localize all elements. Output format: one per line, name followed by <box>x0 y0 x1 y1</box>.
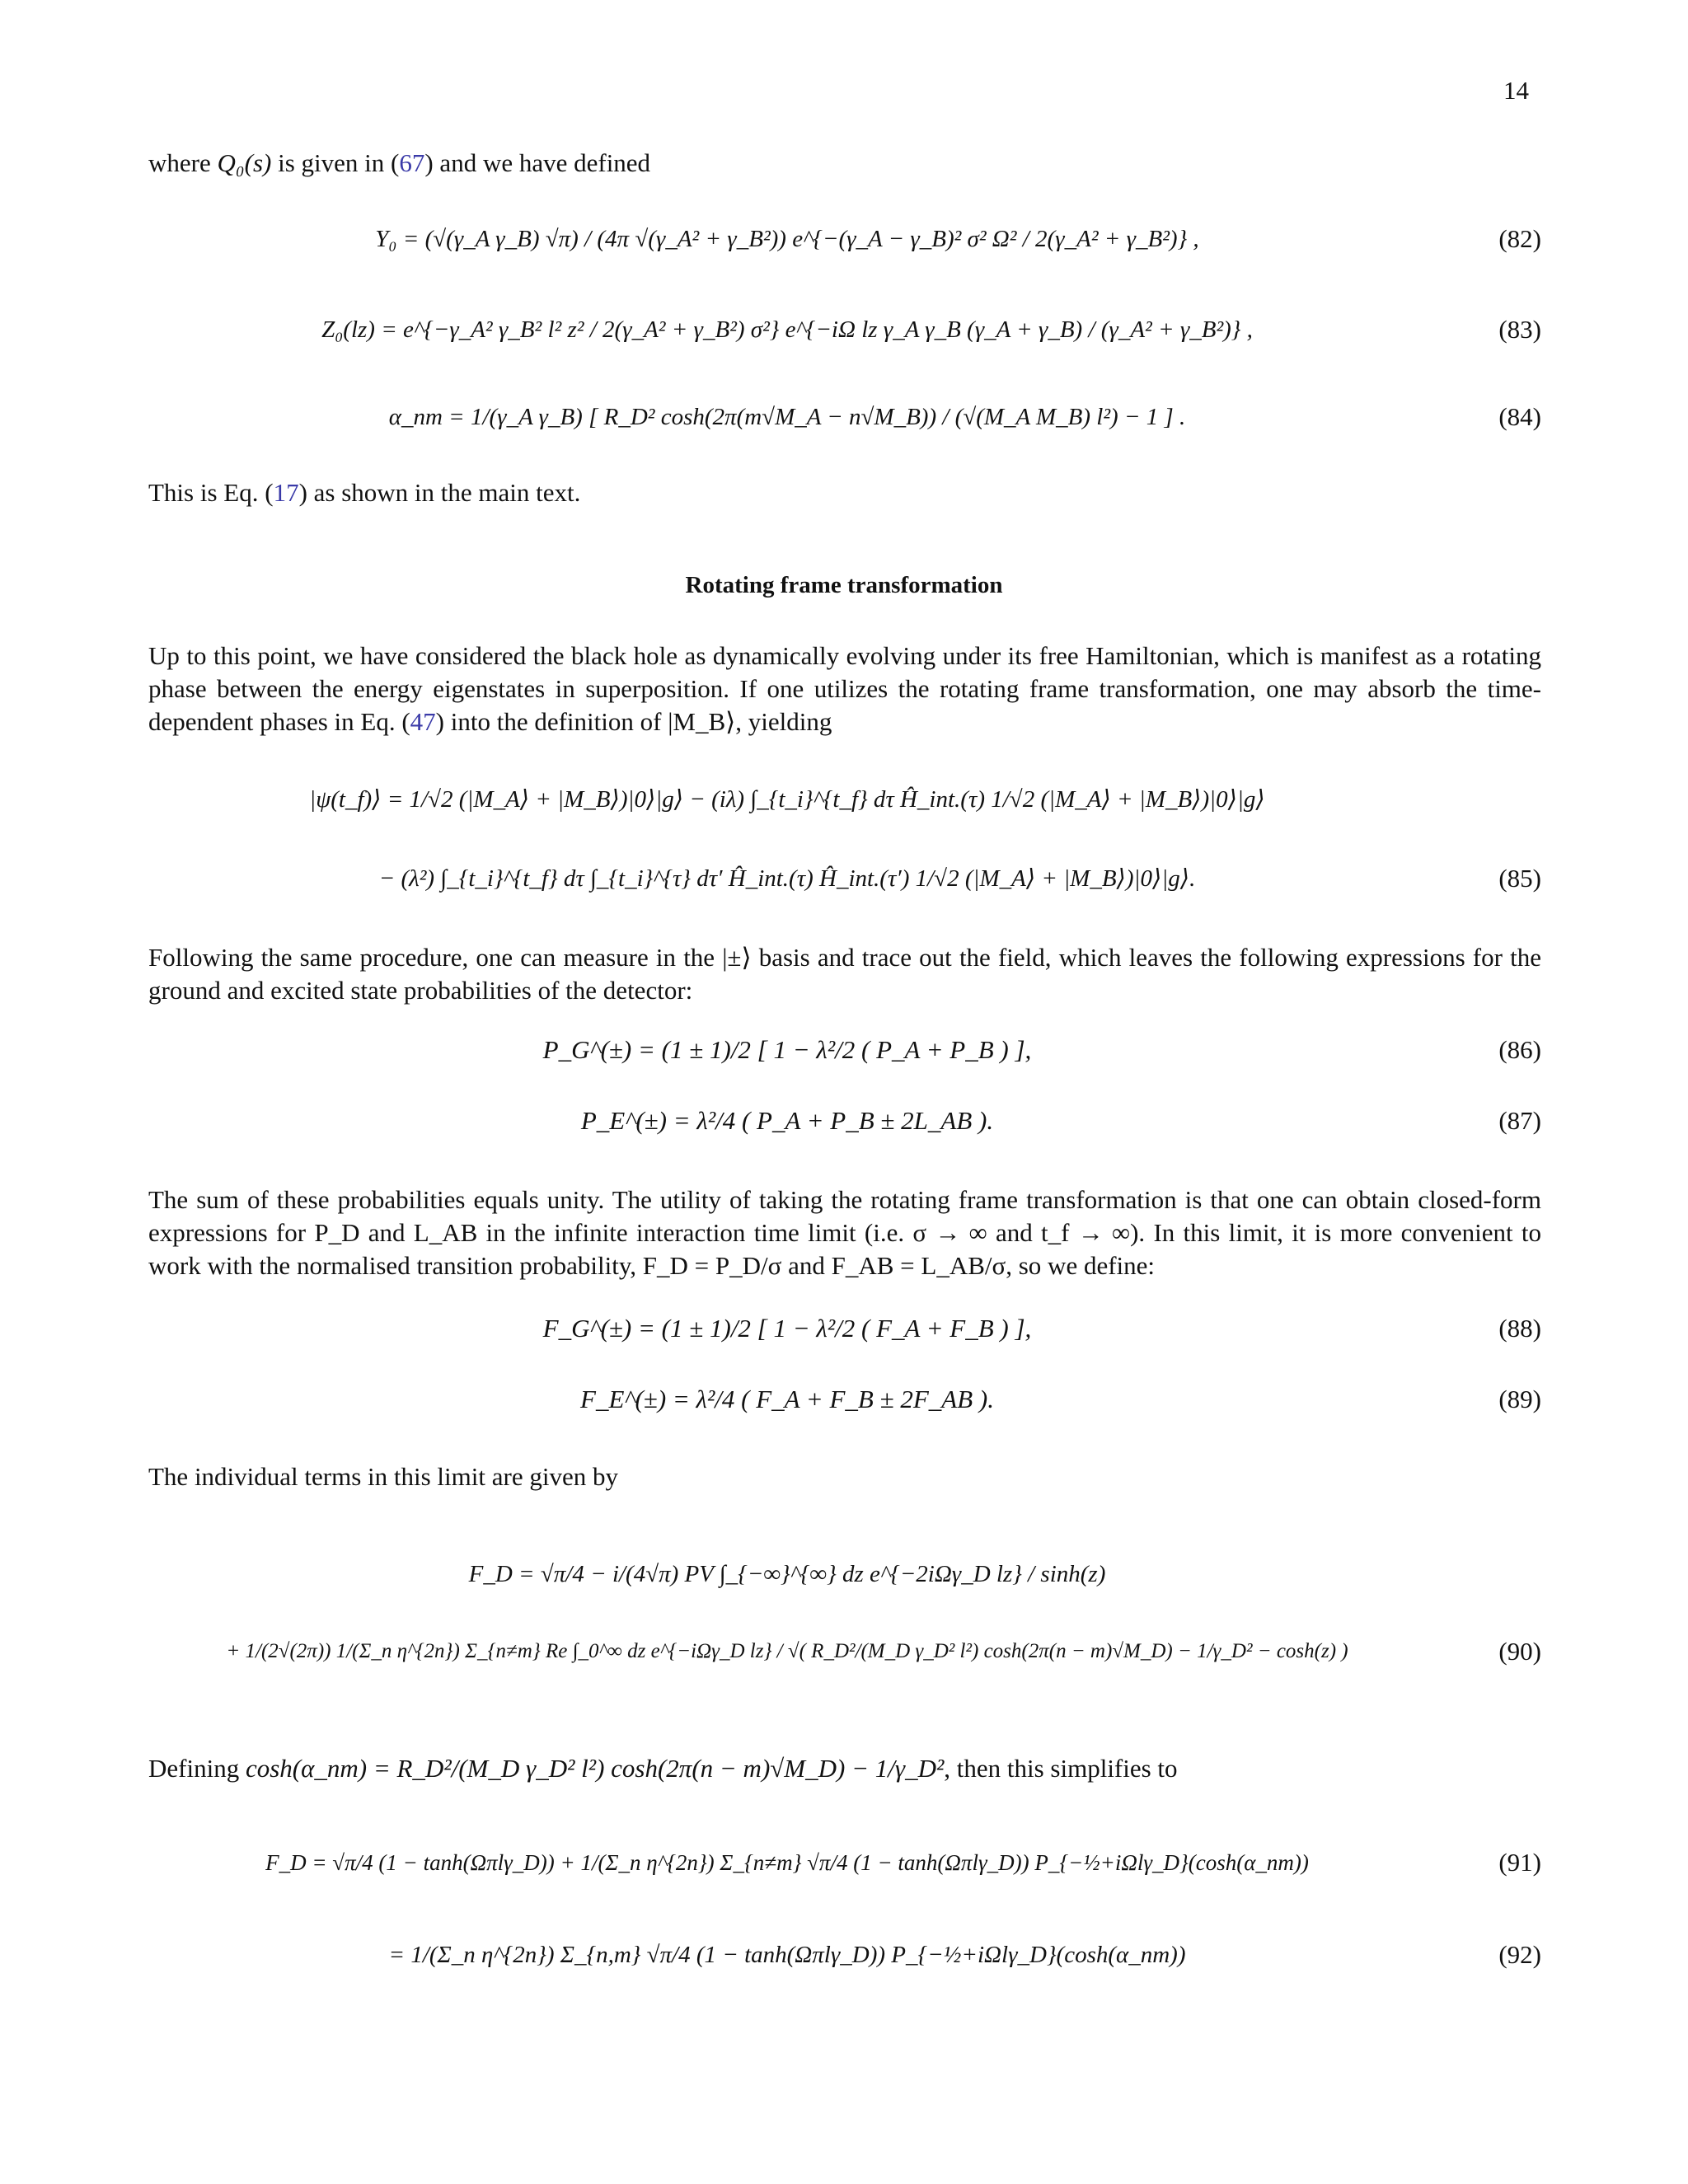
equation-90-line-1 <box>148 1556 1541 1592</box>
defining-math: cosh(α_nm) = R_D²/(M_D γ_D² l²) cosh(2π(n − m)√M_D) − 1/γ_D² <box>245 1754 945 1783</box>
equation-85-line-1 <box>148 781 1541 818</box>
rotating-after: ) into the definition of |M_B⟩, yielding <box>435 707 832 736</box>
intro-paragraph <box>148 147 1541 180</box>
equation-82 <box>148 221 1541 257</box>
equation-83 <box>148 312 1541 348</box>
intro-math: Q₀(s) <box>217 148 272 177</box>
equation-92 <box>148 1937 1541 1973</box>
equation-91-number: (91) <box>1498 1848 1541 1877</box>
equation-86-body: P_G^(±) = (1 ± 1)/2 [ 1 − λ²/2 ( P_A + P_B ) ], <box>542 1035 1032 1064</box>
equation-83-number: (83) <box>1498 315 1541 344</box>
ref-67-link[interactable]: 67 <box>399 148 425 177</box>
defining-before: Defining <box>148 1754 246 1783</box>
eq17-sentence <box>148 476 1541 509</box>
rotating-paragraph <box>148 640 1541 738</box>
equation-84-body: α_nm = 1/(γ_A γ_B) [ R_D² cosh(2π(m√M_A − n√M_B)) / (√(M_A M_B) l²) − 1 ] . <box>388 404 1186 430</box>
intro-mid: is given in ( <box>271 148 400 177</box>
equation-83-body: Z₀(lz) = e^{−γ_A² γ_B² l² z² / 2(γ_A² + γ_B²) σ²} e^{−iΩ lz γ_A γ_B (γ_A + γ_B) / (γ_A² + γ_B²)} , <box>321 316 1253 343</box>
equation-90-number: (90) <box>1498 1637 1541 1666</box>
defining-after: , then this simplifies to <box>944 1754 1178 1783</box>
equation-91-body: F_D = √π/4 (1 − tanh(Ωπlγ_D)) + 1/(Σ_n η^{2n}) Σ_{n≠m} √π/4 (1 − tanh(Ωπlγ_D)) P_{−½+iΩlγ_D}(cosh(α_nm)) <box>265 1850 1309 1875</box>
equation-88 <box>148 1310 1541 1347</box>
intro-before: where <box>148 148 218 177</box>
equation-89 <box>148 1381 1541 1418</box>
equation-89-number: (89) <box>1498 1385 1541 1413</box>
equation-87-number: (87) <box>1498 1106 1541 1135</box>
equation-82-body: Y₀ = (√(γ_A γ_B) √π) / (4π √(γ_A² + γ_B²)) e^{−(γ_A − γ_B)² σ² Ω² / 2(γ_A² + γ_B²)} , <box>375 226 1199 252</box>
equation-84-number: (84) <box>1498 402 1541 431</box>
section-heading: Rotating frame transformation <box>685 572 1003 598</box>
equation-92-body: = 1/(Σ_n η^{2n}) Σ_{n,m} √π/4 (1 − tanh(Ωπlγ_D)) P_{−½+iΩlγ_D}(cosh(α_nm)) <box>388 1942 1186 1968</box>
equation-91 <box>148 1844 1541 1881</box>
equation-86-number: (86) <box>1498 1035 1541 1064</box>
equation-88-number: (88) <box>1498 1314 1541 1343</box>
equation-85-number: (85) <box>1498 864 1541 893</box>
eq17-after: ) as shown in the main text. <box>298 478 581 507</box>
equation-89-body: F_E^(±) = λ²/4 ( F_A + F_B ± 2F_AB ). <box>580 1385 994 1413</box>
page-number: 14 <box>1503 76 1529 105</box>
equation-87-body: P_E^(±) = λ²/4 ( P_A + P_B ± 2L_AB ). <box>580 1106 994 1135</box>
ref-47-link[interactable]: 47 <box>410 707 436 736</box>
equation-87 <box>148 1103 1541 1139</box>
intro-after: ) and we have defined <box>424 148 651 177</box>
sum-paragraph: The sum of these probabilities equals unity. The utility of taking the rotating frame transformation is that one can obtain closed-form expressions for P_D and L_AB in the infinite interaction time limit (i.e. σ → ∞ and t_f → ∞). In this limit, it is more convenient to work with the normalised transition probability, F_D = P_D/σ and F_AB = L_AB/σ, so we define: <box>148 1185 1541 1280</box>
equation-85-body-2: − (λ²) ∫_{t_i}^{t_f} dτ ∫_{t_i}^{τ} dτ′ Ĥ_int.(τ) Ĥ_int.(τ′) 1/√2 (|M_A⟩ + |M_B⟩)|0⟩|g⟩. <box>378 865 1196 892</box>
following-paragraph: Following the same procedure, one can measure in the |±⟩ basis and trace out the field, which leaves the following expressions for the ground and excited state probabilities of the detector: <box>148 943 1541 1005</box>
equation-90-body-2: + 1/(2√(2π)) 1/(Σ_n η^{2n}) Σ_{n≠m} Re ∫_0^∞ dz e^{−iΩγ_D lz} / √( R_D²/(M_D γ_D² l²) cosh(2π(n − m)√M_D) − 1/γ_D² − cosh(z) ) <box>226 1640 1348 1662</box>
terms-paragraph: The individual terms in this limit are given by <box>148 1462 618 1491</box>
defining-paragraph <box>148 1752 1541 1785</box>
equation-84 <box>148 399 1541 435</box>
ref-17-link[interactable]: 17 <box>273 478 299 507</box>
equation-85-line-2 <box>148 860 1541 897</box>
equation-90-line-2 <box>148 1633 1541 1670</box>
equation-92-number: (92) <box>1498 1940 1541 1969</box>
equation-88-body: F_G^(±) = (1 ± 1)/2 [ 1 − λ²/2 ( F_A + F_B ) ], <box>542 1314 1032 1343</box>
equation-90-body-1: F_D = √π/4 − i/(4√π) PV ∫_{−∞}^{∞} dz e^{−2iΩγ_D lz} / sinh(z) <box>468 1561 1106 1587</box>
equation-82-number: (82) <box>1498 224 1541 253</box>
eq17-before: This is Eq. ( <box>148 478 274 507</box>
rotating-text: Up to this point, we have considered the black hole as dynamically evolving under its free Hamiltonian, which is manifest as a rotating phase between the energy eigenstates in superposition. If one utilizes the rotating frame transformation, one may absorb the time-dependent phases in Eq. ( <box>148 641 1541 736</box>
equation-85-body-1: |ψ(t_f)⟩ = 1/√2 (|M_A⟩ + |M_B⟩)|0⟩|g⟩ − (iλ) ∫_{t_i}^{t_f} dτ Ĥ_int.(τ) 1/√2 (|M_A⟩ + |M_B⟩)|0⟩|g⟩ <box>309 786 1265 813</box>
equation-86 <box>148 1032 1541 1068</box>
